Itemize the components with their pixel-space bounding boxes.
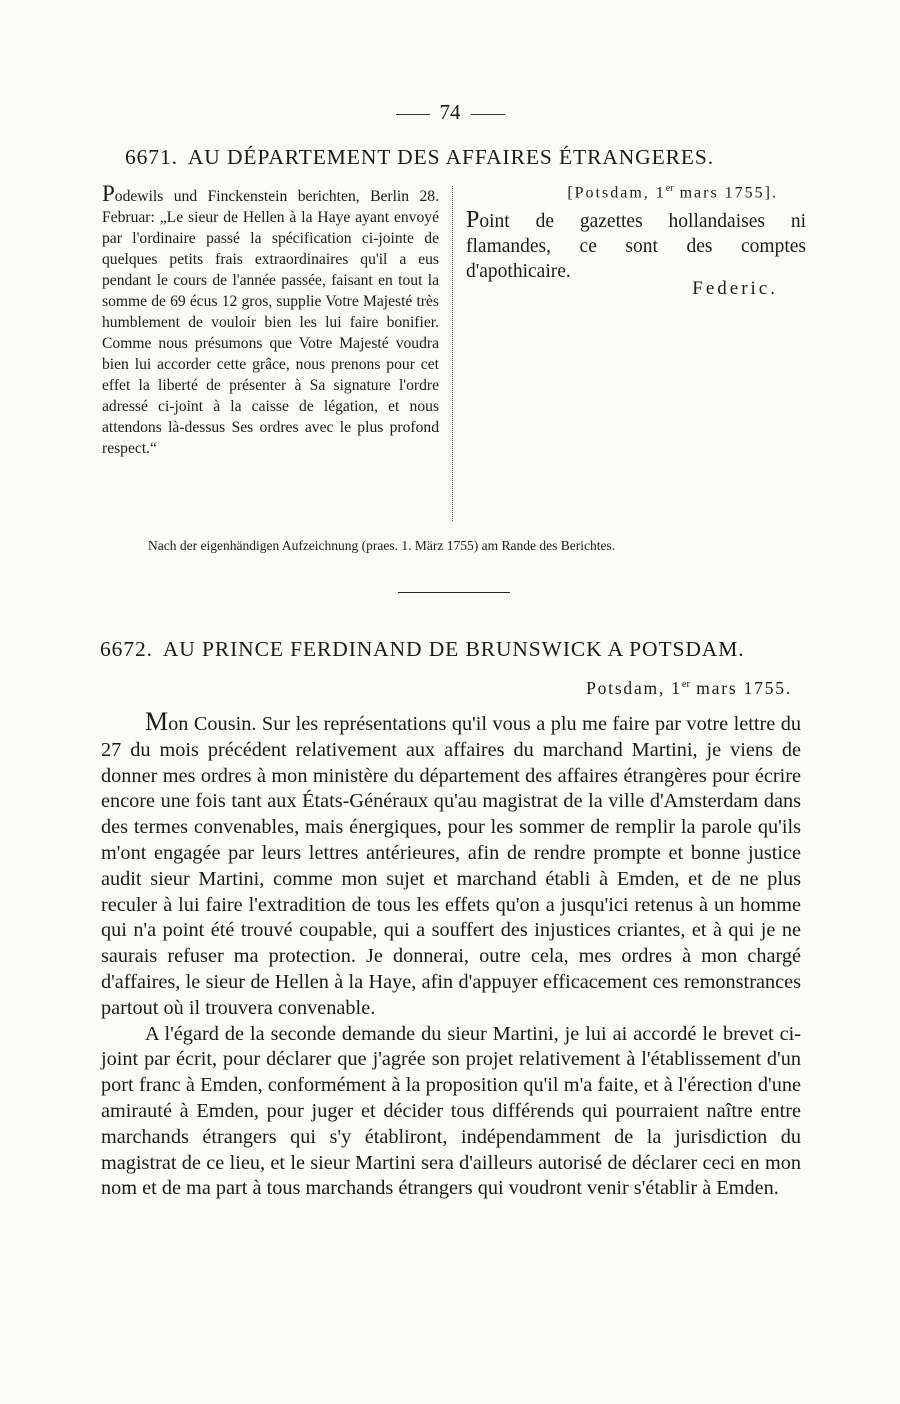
section-rule bbox=[398, 592, 510, 593]
report-text: odewils und Finckenstein berichten, Berlin 28. Februar: „Le sieur de Hellen à la Haye ayant envoyé par l'ordinaire passé la spécification ci-jointe de quelques petits frais extraordinaires qu'il a eus pendant le cours de l'année passée, faisant en tout la somme de 69 écus 12 gros, supplie Votre Majesté très humblement de vouloir bien les lui faire bonifier. Comme nous présumons que Votre Majesté voudra bien lui accorder cette grâce, nous prenons pour cet effet la liberté de présenter à Sa signature l'ordre adressé ci-joint à la caisse de légation, et nous attendons là-dessus Ses ordres avec le plus profond respect.“ bbox=[102, 188, 439, 457]
report-summary-column bbox=[102, 183, 439, 459]
entry-6672-heading bbox=[100, 637, 800, 662]
response-column bbox=[466, 183, 806, 300]
letter-initial: M bbox=[145, 707, 169, 736]
response-date-sup: er bbox=[665, 183, 674, 194]
response-date bbox=[466, 183, 806, 202]
response-text: oint de gazettes hollandaises ni flamandes, ce sont des comptes d'apothicaire. bbox=[466, 211, 806, 283]
letter-date-sup: er bbox=[681, 679, 691, 691]
column-divider bbox=[452, 186, 453, 521]
report-initial: P bbox=[102, 181, 115, 206]
entry-title: AU PRINCE FERDINAND DE BRUNSWICK A POTSDAM. bbox=[162, 637, 745, 661]
source-note: Nach der eigenhändigen Aufzeichnung (praes. 1. März 1755) am Rande des Berichtes. bbox=[148, 538, 616, 553]
signature: Federic. bbox=[692, 278, 778, 300]
letter-paragraph-1-text: on Cousin. Sur les représentations qu'il vous a plu me faire par votre lettre du 27 du mois précédent relativement aux affaires du marchand Martini, je viens de donner mes ordres à mon ministère du département des affaires étrangères pour écrire encore une fois tant aux États-Généraux qu'au magistrat de la ville d'Amsterdam dans des termes convenables, mais énergiques, pour les sommer de remplir la parole qu'ils m'ont engagée par leurs lettres antérieures, afin de rendre prompte et bonne justice audit sieur Martini, comme mon sujet et marchand établi à Emden, et de ne plus reculer à lui faire l'extradition de tous les effets qu'on a jusqu'ici retenus à un homme qui n'a point été trouvé coupable, qui a souffert des injustices criantes, et à qui je ne saurais refuser ma protection. Je donnerai, outre cela, mes ordres à mon chargé d'affaires, le sieur de Hellen à la Haye, afin d'appuyer efficacement ces remonstrances partout où il trouvera convenable. bbox=[101, 713, 801, 1019]
letter-body bbox=[101, 709, 801, 1202]
page-number-value: 74 bbox=[439, 100, 461, 124]
entry-number: 6672. bbox=[100, 637, 153, 661]
response-initial: P bbox=[466, 207, 480, 234]
letter-date bbox=[500, 678, 792, 699]
entry-title: AU DÉPARTEMENT DES AFFAIRES ÉTRANGERES. bbox=[187, 145, 715, 169]
entry-6671-heading bbox=[125, 145, 825, 170]
response-date-rest: mars 1755]. bbox=[673, 184, 778, 202]
letter-paragraph-1 bbox=[101, 709, 801, 1022]
letter-date-rest: mars 1755. bbox=[690, 678, 792, 698]
entry-number: 6671. bbox=[125, 145, 178, 169]
page-number-dash-left bbox=[396, 114, 430, 115]
page-number bbox=[0, 100, 900, 125]
letter-paragraph-2: A l'égard de la seconde demande du sieur Martini, je lui ai accordé le brevet ci-joint par écrit, pour déclarer que j'agrée son projet relativement à l'établissement d'un port franc à Emden, conformément à la proposition qu'il m'a faite, et à l'érection d'une amirauté à Emden, pour juger et décider tous différends qui pourraient naître entre marchands étrangers qui s'y établiront, indépendamment de la jurisdiction du magistrat de ce lieu, et le sieur Martini sera d'ailleurs autorisé de déclarer ceci en mon nom et de ma part à tous marchands étrangers qui voudront venir s'établir à Emden. bbox=[101, 1022, 801, 1200]
response-date-place: [Potsdam, 1 bbox=[567, 184, 666, 202]
response-body bbox=[466, 208, 806, 284]
letter-date-place: Potsdam, 1 bbox=[586, 678, 682, 698]
page-number-dash-right bbox=[471, 114, 505, 115]
